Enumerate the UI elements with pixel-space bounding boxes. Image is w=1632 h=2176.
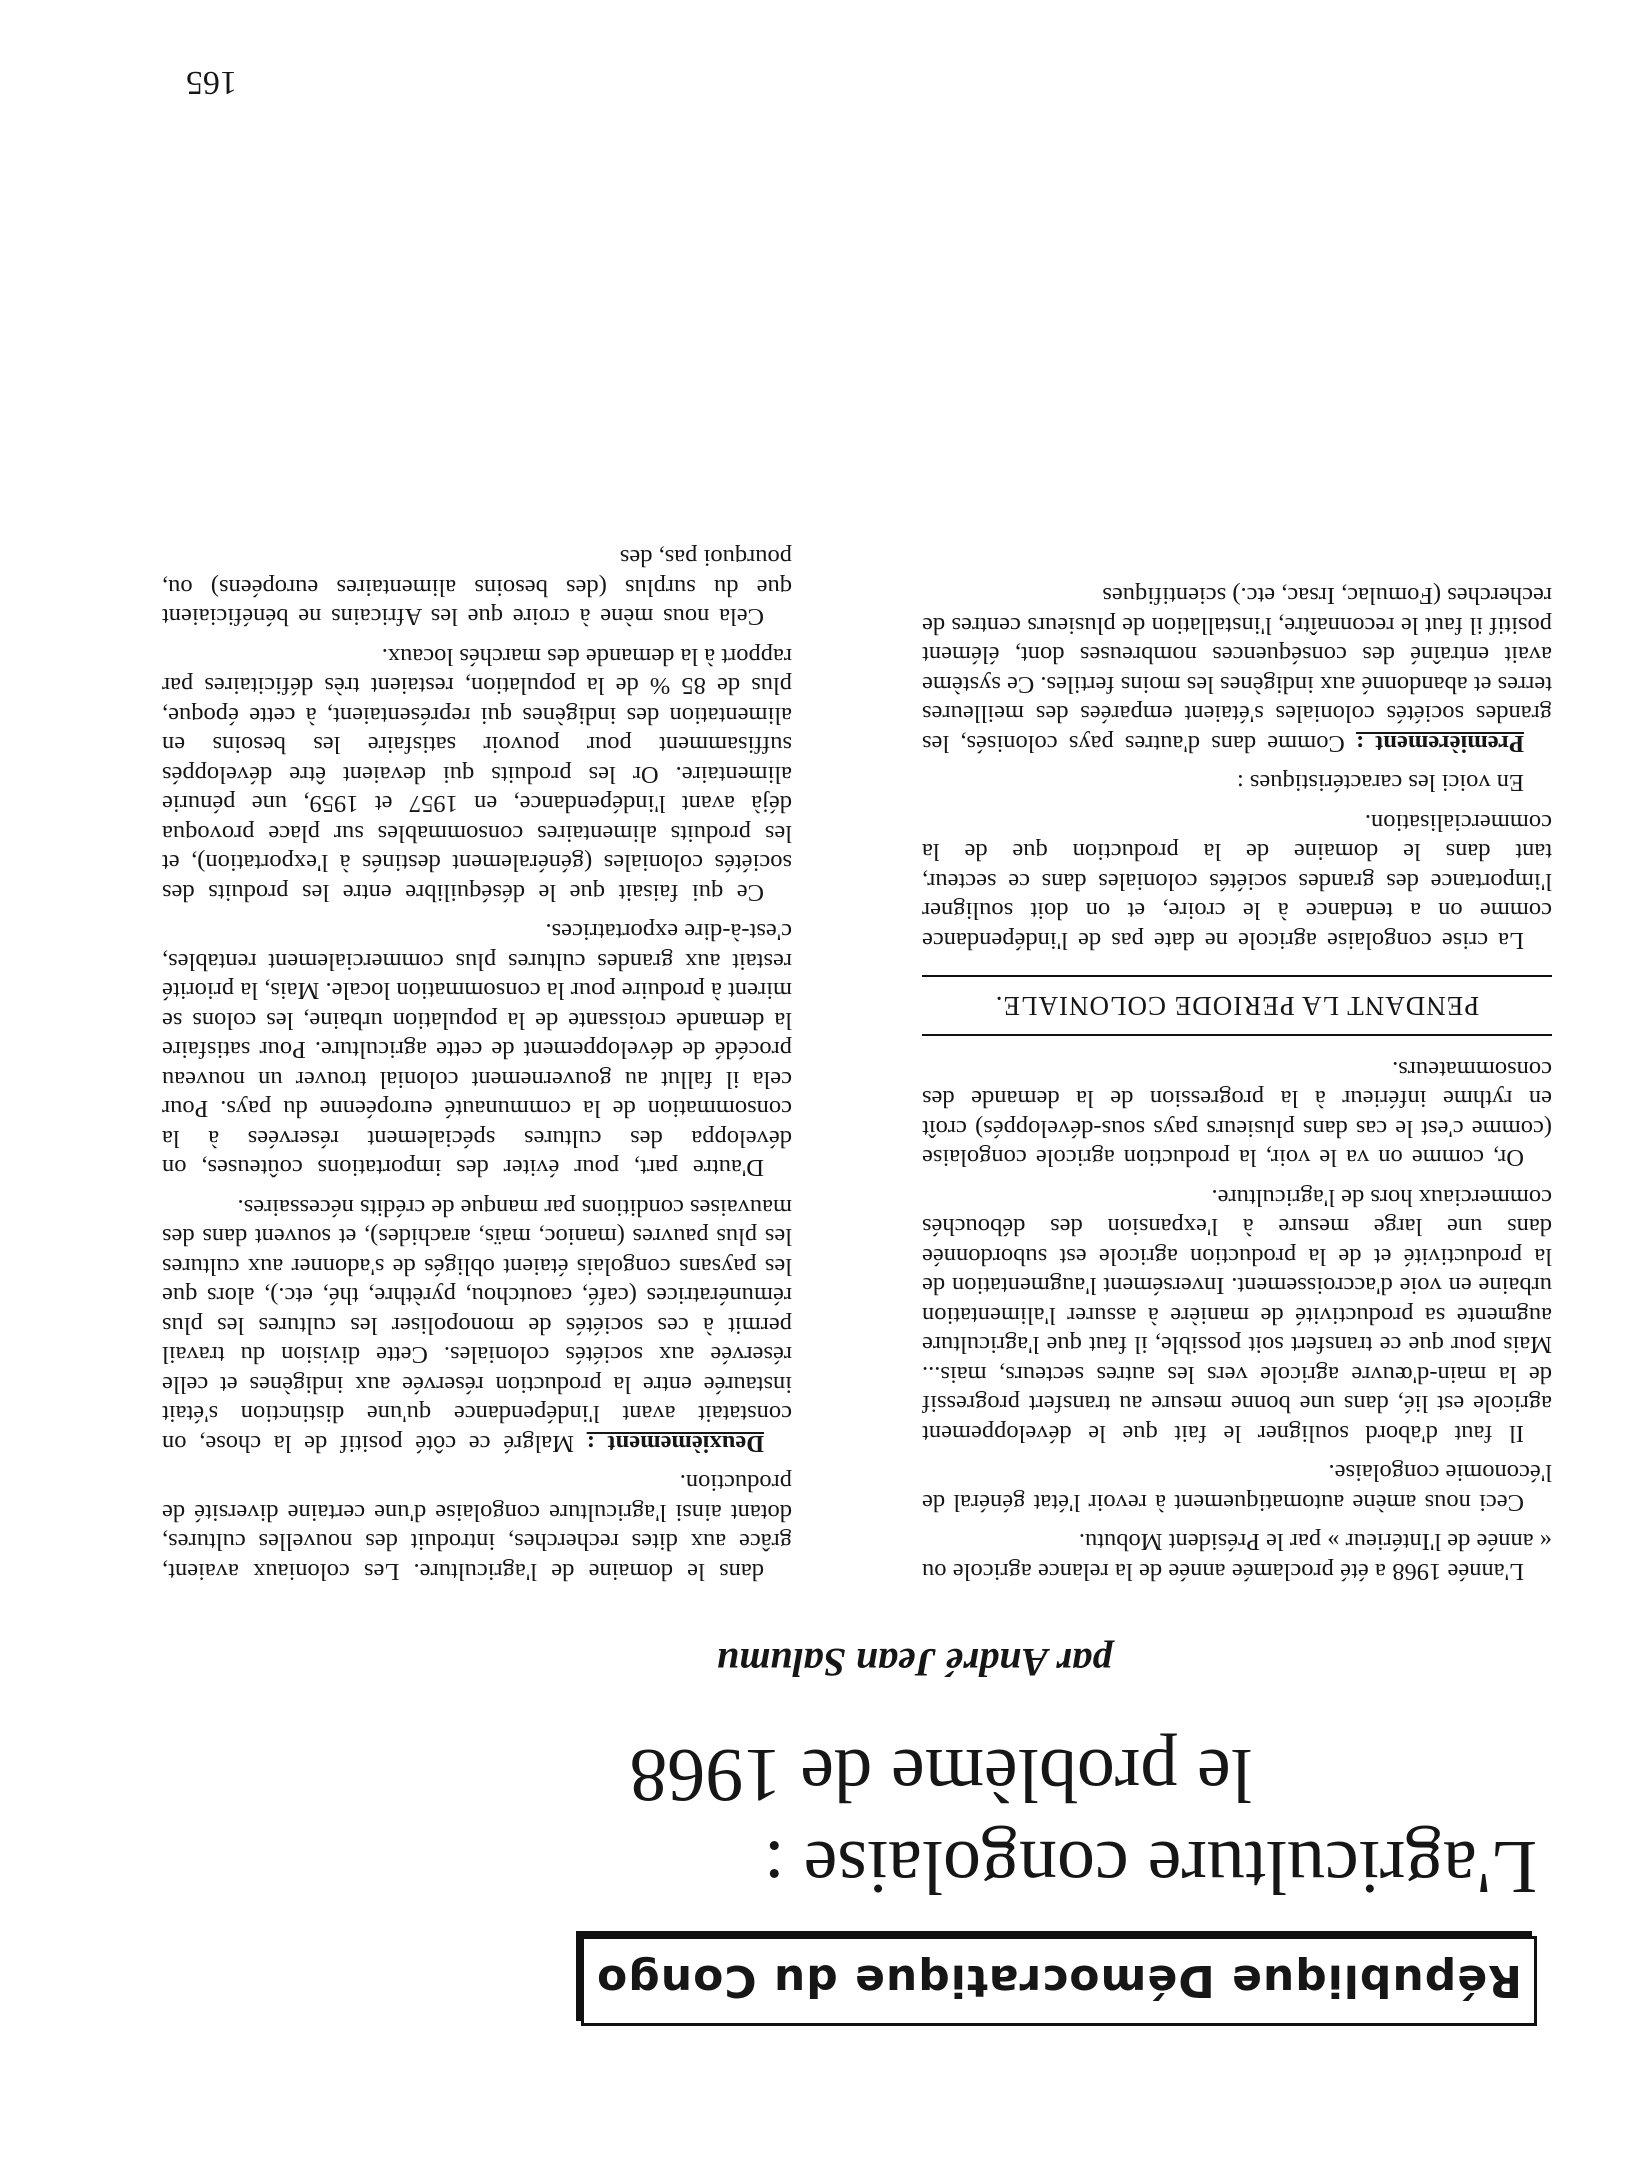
column-right [162,533,792,1586]
paragraph: L'année 1968 a été proclamée année de la relance agricole ou « année de l'Intérieur » par le Président Mobutu. [922,1528,1552,1585]
paragraph: Il faut d'abord souligner le fait que le développement agricole est lié, dans une bonne mesure au transfert progressif de la main-d'œuvre agricole vers les autres secteurs, mais... Mais pour que ce transfert soit possible, il faut que l'agriculture augmente sa productivité de manière à assurer l'alimentation urbaine en voie d'accroissement. Inversément l'augmentation de la productivité et de la production agricole est subordonnée dans une large mesure à l'expansion des débouchés commerciaux hors de l'agriculture. [922,1184,1552,1447]
paragraph: Or, comme on va le voir, la production agricole congolaise (comme c'est le cas dans plusieurs pays sous-développés) croît en rythme inférieur à la progression de la demande des consommateurs. [922,1056,1552,1172]
country-header: République Démocratique du Congo [596,1955,1522,2007]
paragraph-text: Malgré ce côté positif de la chose, on constatait avant l'indépendance qu'une distinction s'était instaurée entre la production réservée aux indigènes et celle réservée aux sociétés coloniales. Cette division du travail permit à ces sociétés de monopoliser les cultures les plus rémunératrices (café, caoutchou, pyrèthre, thé, etc.), alors que les paysans congolais étaient obligés de s'adonner aux cultures les plus pauvres (manioc, maïs, arachides), et souvent dans des mauvaises conditions par manque de crédits nécessaires. [162,1194,792,1457]
section-heading: PENDANT LA PERIODE COLONIALE. [922,975,1552,1037]
paragraph: La crise congolaise agricole ne date pas de l'indépendance comme on a tendance à le croire, et on doit souligner l'importance des grandes sociétés coloniales dans ce secteur, tant dans le domaine de la production que de la commercialisation. [922,809,1552,954]
paragraph [162,1193,792,1459]
paragraph: Ce qui faisait que le déséquilibre entre les produits des sociétés coloniales (généralement destinés à l'exportation), et les produits alimentaires consommables sur place provoqua déjà avant l'indépendance, en 1957 et 1959, une pénurie alimentaire. Or les produits qui devaient être développés suffisamment pour pouvoir satisfaire les besoins en alimentation des indigènes qui représentaient, à cette époque, plus de 85 % de la population, restaient très déficitaires par rapport à la demande des marchés locaux. [162,643,792,906]
paragraph: dans le domaine de l'agriculture. Les coloniaux avaient, grâce aux dites recherches, introduit des nouvelles cultures, dotant ainsi l'agriculture congolaise d'une certaine diversité de production. [162,1469,792,1585]
paragraph-lead: Deuxièmement : [586,1430,764,1457]
column-left [922,571,1552,1586]
paragraph: Cela nous mène à croire que les Africains ne bénéficiaient que du surplus (des besoins alimentaires européens) ou, pourquoi pas, des [162,544,792,631]
paragraph: Ceci nous amène automatiquement à revoir l'état général de l'économie congolaise. [922,1459,1552,1516]
paragraph: En voici les caractéristiques : [1236,769,1524,797]
page-number: 165 [186,64,237,101]
byline: par André Jean Salumu [716,1640,1112,1685]
country-header-box [581,1936,1537,2026]
paragraph: D'autre part, pour éviter des importations coûteuses, on développa des cultures spécialement réservées à la consommation de la communauté européenne du pays. Pour cela il fallut au gouvernement colonial trouver un nouveau procédé de développement de cette agriculture. Pour satisfaire la demande croissante de la population urbaine, les colons se mirent à produire pour la consommation locale. Mais, la priorité restait aux grandes cultures plus commercialement rentables, c'est-à-dire exportatrices. [162,918,792,1182]
paragraph-text: Comme dans d'autres pays colonisés, les grandes sociétés coloniales s'étaient emparées des meilleures terres et abandonné aux indigènes les moins fertiles. Ce système avait entraîné des conséquences nombreuses dont, élément positif il faut le reconnaître, l'installation de plusieurs centres de recherches (Fomulac, Irsac, etc.) scientifiques [921,582,1552,757]
paragraph [922,581,1552,758]
article-title-line-2: le problème de 1968 [629,1733,1252,1817]
paragraph-lead: Premièrement : [1355,730,1524,757]
article-title-line-1: L'agriculture congolaise : [763,1825,1537,1909]
